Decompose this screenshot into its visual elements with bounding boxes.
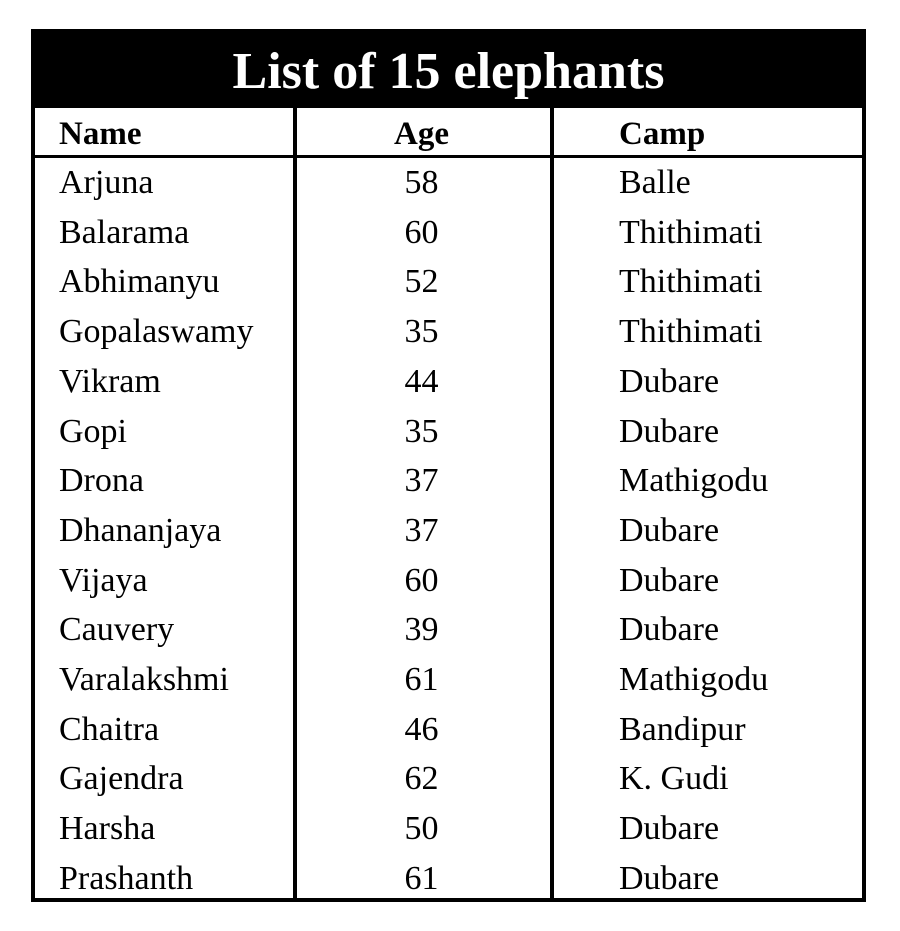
cell-camp: Dubare xyxy=(619,860,720,897)
column-divider-age-camp xyxy=(550,108,554,898)
cell-camp: Thithimati xyxy=(619,263,763,300)
cell-camp: K. Gudi xyxy=(619,760,729,797)
cell-camp: Dubare xyxy=(619,512,720,549)
cell-camp: Bandipur xyxy=(619,711,746,748)
cell-camp: Mathigodu xyxy=(619,661,769,698)
cell-camp: Dubare xyxy=(619,562,720,599)
cell-camp: Balle xyxy=(619,164,691,201)
cell-age: 35 xyxy=(404,413,439,450)
column-header-camp: Camp xyxy=(619,116,706,152)
cell-age: 60 xyxy=(404,562,439,599)
cell-age: 37 xyxy=(404,462,439,499)
cell-camp: Dubare xyxy=(619,363,720,400)
cell-age: 61 xyxy=(404,860,439,897)
cell-name: Abhimanyu xyxy=(59,263,220,300)
cell-name: Balarama xyxy=(59,214,190,251)
cell-name: Drona xyxy=(59,462,144,499)
cell-name: Prashanth xyxy=(59,860,194,897)
cell-name: Dhananjaya xyxy=(59,512,222,549)
table-title: List of 15 elephants xyxy=(35,33,862,108)
elephant-table xyxy=(31,29,866,902)
cell-age: 44 xyxy=(404,363,439,400)
cell-name: Chaitra xyxy=(59,711,160,748)
cell-camp: Mathigodu xyxy=(619,462,769,499)
cell-age: 62 xyxy=(404,760,439,797)
cell-camp: Dubare xyxy=(619,413,720,450)
cell-name: Gopalaswamy xyxy=(59,313,254,350)
cell-age: 61 xyxy=(404,661,439,698)
cell-name: Vijaya xyxy=(59,562,148,599)
cell-age: 39 xyxy=(404,611,439,648)
cell-name: Gopi xyxy=(59,413,127,450)
cell-name: Cauvery xyxy=(59,611,175,648)
cell-name: Harsha xyxy=(59,810,156,847)
cell-name: Vikram xyxy=(59,363,161,400)
column-header-age: Age xyxy=(394,116,449,152)
cell-camp: Thithimati xyxy=(619,313,763,350)
cell-name: Varalakshmi xyxy=(59,661,229,698)
cell-age: 60 xyxy=(404,214,439,251)
cell-name: Gajendra xyxy=(59,760,184,797)
cell-age: 46 xyxy=(404,711,439,748)
cell-camp: Dubare xyxy=(619,810,720,847)
cell-age: 58 xyxy=(404,164,439,201)
cell-age: 52 xyxy=(404,263,439,300)
cell-camp: Thithimati xyxy=(619,214,763,251)
cell-age: 35 xyxy=(404,313,439,350)
column-header-name: Name xyxy=(59,116,142,152)
cell-age: 37 xyxy=(404,512,439,549)
cell-name: Arjuna xyxy=(59,164,154,201)
cell-camp: Dubare xyxy=(619,611,720,648)
cell-age: 50 xyxy=(404,810,439,847)
